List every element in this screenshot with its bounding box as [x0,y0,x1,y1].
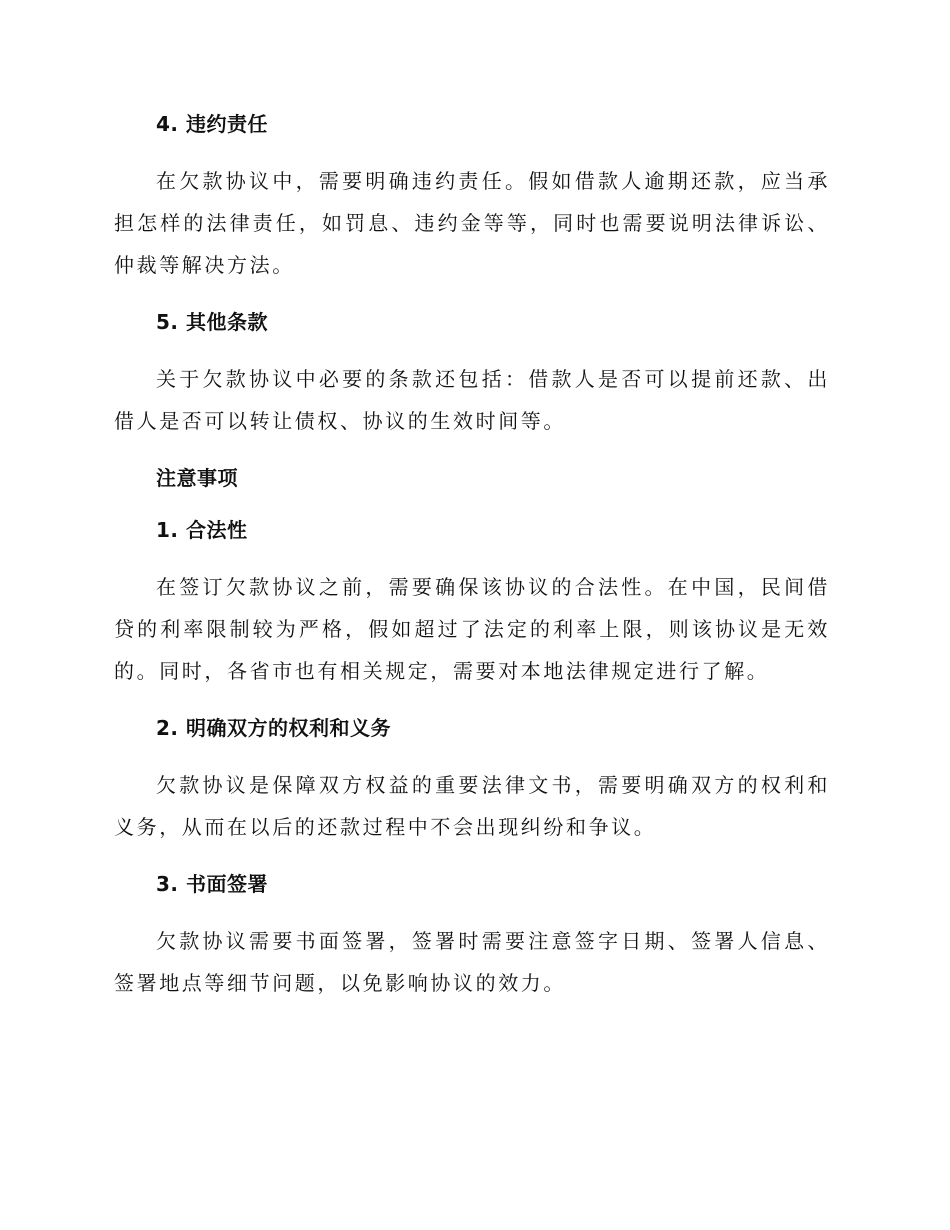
section-heading-other-terms: 5. 其他条款 [156,310,268,334]
section-heading-written-signing: 3. 书面签署 [156,872,268,896]
section-paragraph-other-terms: 关于欠款协议中必要的条款还包括：借款人是否可以提前还款、出借人是否可以转让债权、协议的生效时间等。 [114,367,830,433]
section-heading-rights-obligations: 2. 明确双方的权利和义务 [156,716,391,740]
section-heading-legality: 1. 合法性 [156,518,248,542]
section-paragraph-legality: 在签订欠款协议之前，需要确保该协议的合法性。在中国，民间借贷的利率限制较为严格，假如超过了法定的利率上限，则该协议是无效的。同时，各省市也有相关规定，需要对本地法律规定进行了解。 [114,575,830,683]
document-body [114,108,830,1004]
section-paragraph-written-signing: 欠款协议需要书面签署，签署时需要注意签字日期、签署人信息、签署地点等细节问题，以免影响协议的效力。 [114,929,830,995]
section-paragraph-breach-liability: 在欠款协议中，需要明确违约责任。假如借款人逾期还款，应当承担怎样的法律责任，如罚息、违约金等等，同时也需要说明法律诉讼、仲裁等解决方法。 [114,169,830,277]
section-paragraph-rights-obligations: 欠款协议是保障双方权益的重要法律文书，需要明确双方的权利和义务，从而在以后的还款过程中不会出现纠纷和争议。 [114,773,830,839]
section-heading-notes: 注意事项 [156,466,238,490]
section-heading-breach-liability: 4. 违约责任 [156,112,268,136]
